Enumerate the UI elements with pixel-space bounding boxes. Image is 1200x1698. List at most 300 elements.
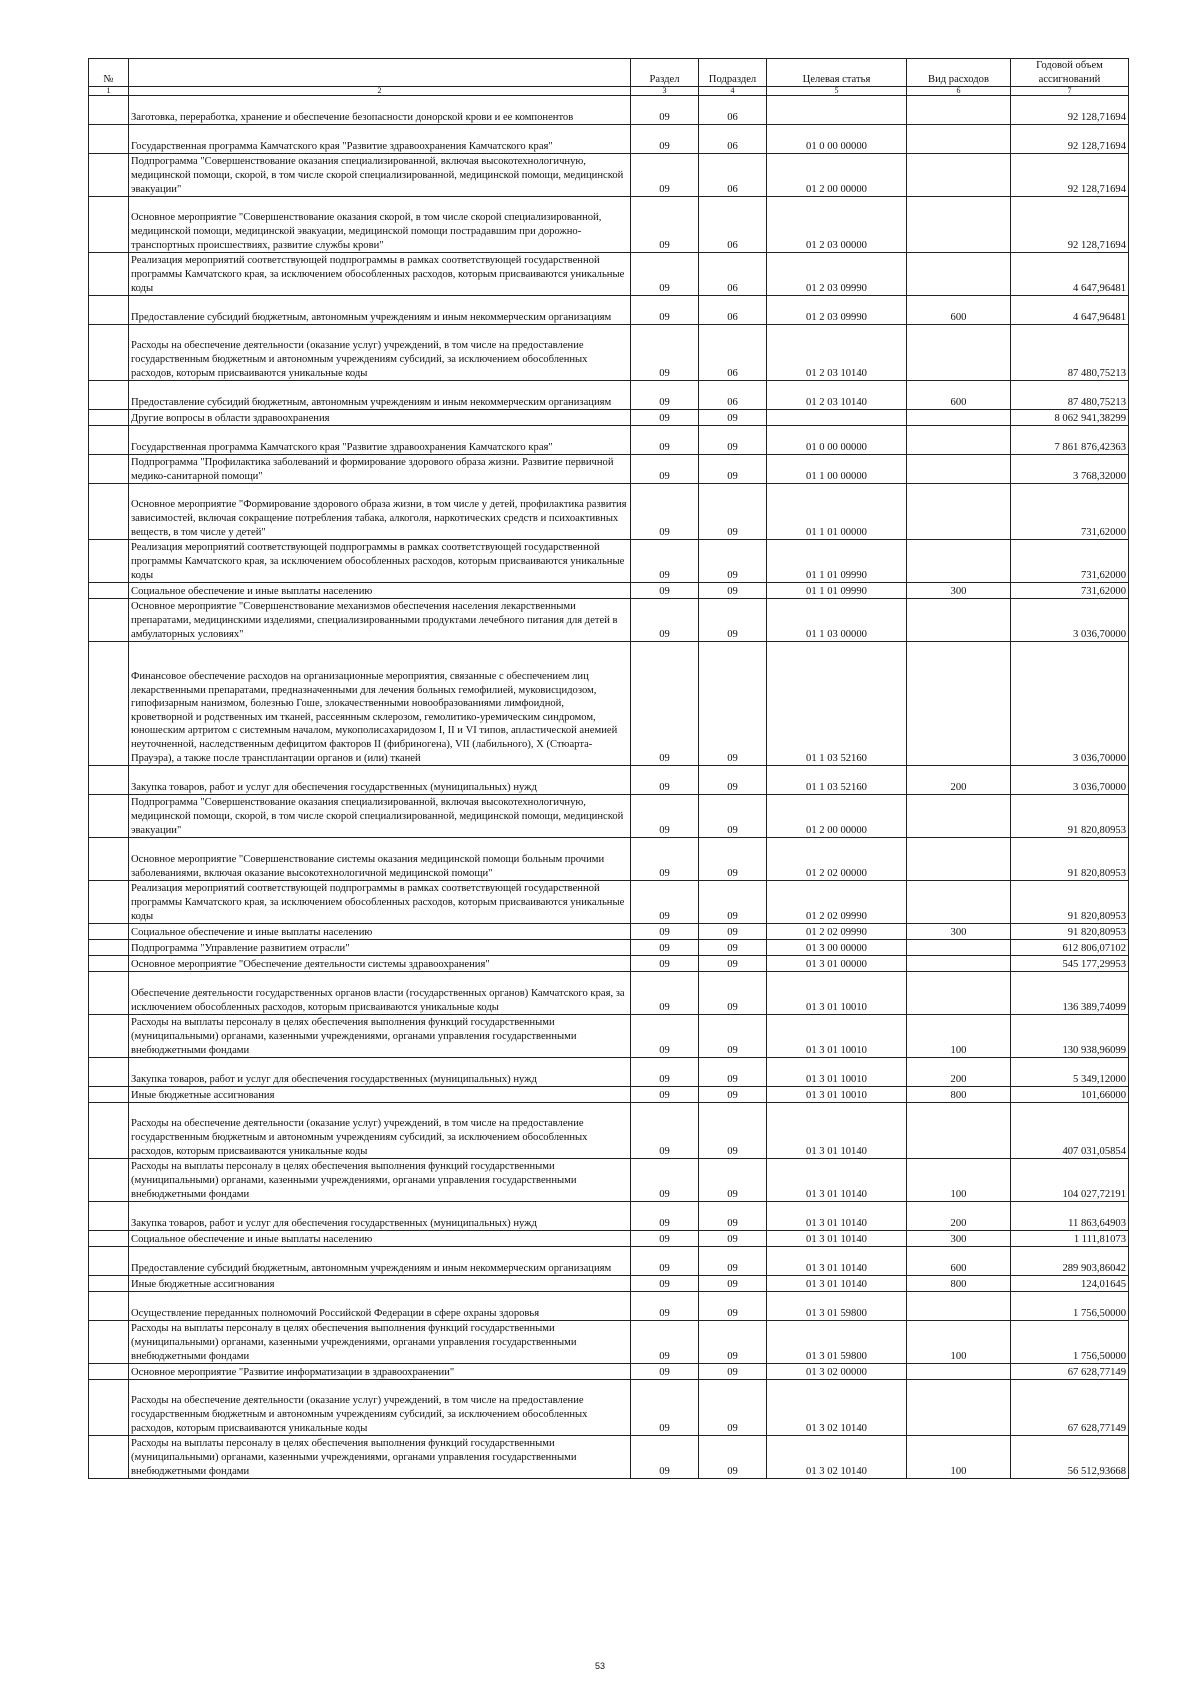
col-header-name [129, 59, 631, 87]
row-celevaya-cell: 01 2 03 10140 [767, 381, 907, 410]
row-vid-cell [907, 540, 1011, 583]
row-name-cell: Основное мероприятие "Совершенствование механизмов обеспечения населения лекарственными препаратами, медицинскими изделиями, специализированными продуктами лечебного питания для детей в амбулаторных условиях" [129, 599, 631, 642]
row-name-cell: Другие вопросы в области здравоохранения [129, 410, 631, 426]
table-row [89, 583, 1129, 599]
row-sum-cell: 91 820,80953 [1011, 924, 1129, 940]
column-number: 4 [699, 87, 767, 96]
row-razdel-cell: 09 [631, 1087, 699, 1103]
row-sum-cell: 130 938,96099 [1011, 1015, 1129, 1058]
row-razdel-cell: 09 [631, 540, 699, 583]
row-name-cell: Социальное обеспечение и иные выплаты населению [129, 583, 631, 599]
table-row [89, 1015, 1129, 1058]
row-sum-cell: 87 480,75213 [1011, 325, 1129, 381]
row-podrazdel-cell: 09 [699, 1436, 767, 1479]
table-row [89, 325, 1129, 381]
table-row [89, 410, 1129, 426]
row-number-cell [89, 599, 129, 642]
table-row [89, 540, 1129, 583]
row-vid-cell: 200 [907, 1058, 1011, 1087]
row-number-cell [89, 1276, 129, 1292]
row-celevaya-cell: 01 2 03 10140 [767, 325, 907, 381]
row-celevaya-cell: 01 3 02 10140 [767, 1436, 907, 1479]
row-name-cell: Заготовка, переработка, хранение и обеспечение безопасности донорской крови и ее компонентов [129, 96, 631, 125]
table-row [89, 972, 1129, 1015]
row-number-cell [89, 1202, 129, 1231]
table-row [89, 1087, 1129, 1103]
row-razdel-cell: 09 [631, 1276, 699, 1292]
row-podrazdel-cell: 09 [699, 838, 767, 881]
row-sum-cell: 91 820,80953 [1011, 881, 1129, 924]
row-podrazdel-cell: 09 [699, 972, 767, 1015]
table-row [89, 1292, 1129, 1321]
row-sum-cell: 92 128,71694 [1011, 154, 1129, 197]
row-podrazdel-cell: 09 [699, 924, 767, 940]
row-vid-cell [907, 325, 1011, 381]
row-sum-cell: 56 512,93668 [1011, 1436, 1129, 1479]
row-number-cell [89, 1058, 129, 1087]
row-name-cell: Расходы на обеспечение деятельности (оказание услуг) учреждений, в том числе на предоставление государственным бюджетным и автономным учреждениям субсидий, за исключением обособленных расходов, которым присваиваются уникальные коды [129, 1380, 631, 1436]
column-number: 2 [129, 87, 631, 96]
row-sum-cell: 101,66000 [1011, 1087, 1129, 1103]
row-name-cell: Подпрограмма "Управление развитием отрасли" [129, 940, 631, 956]
row-celevaya-cell: 01 0 00 00000 [767, 125, 907, 154]
row-razdel-cell: 09 [631, 1103, 699, 1159]
table-row [89, 956, 1129, 972]
row-name-cell: Основное мероприятие "Развитие информатизации в здравоохранении" [129, 1364, 631, 1380]
row-sum-cell: 4 647,96481 [1011, 253, 1129, 296]
row-razdel-cell: 09 [631, 154, 699, 197]
row-podrazdel-cell: 09 [699, 1103, 767, 1159]
row-razdel-cell: 09 [631, 296, 699, 325]
row-celevaya-cell: 01 0 00 00000 [767, 426, 907, 455]
row-number-cell [89, 940, 129, 956]
row-vid-cell [907, 455, 1011, 484]
row-celevaya-cell: 01 3 01 10140 [767, 1159, 907, 1202]
row-vid-cell: 800 [907, 1087, 1011, 1103]
row-name-cell: Реализация мероприятий соответствующей подпрограммы в рамках соответствующей государственной программы Камчатского края, за исключением обособленных расходов, которым присваиваются уникальные коды [129, 253, 631, 296]
row-vid-cell [907, 1292, 1011, 1321]
row-name-cell: Иные бюджетные ассигнования [129, 1276, 631, 1292]
col-header-vid: Вид расходов [907, 59, 1011, 87]
row-podrazdel-cell: 09 [699, 1087, 767, 1103]
row-number-cell [89, 125, 129, 154]
row-podrazdel-cell: 09 [699, 1058, 767, 1087]
row-vid-cell [907, 154, 1011, 197]
row-podrazdel-cell: 09 [699, 1247, 767, 1276]
table-row [89, 766, 1129, 795]
row-number-cell [89, 296, 129, 325]
row-number-cell [89, 1247, 129, 1276]
row-razdel-cell: 09 [631, 1436, 699, 1479]
row-sum-cell: 545 177,29953 [1011, 956, 1129, 972]
row-vid-cell [907, 940, 1011, 956]
row-sum-cell: 731,62000 [1011, 540, 1129, 583]
row-sum-cell: 407 031,05854 [1011, 1103, 1129, 1159]
row-podrazdel-cell: 09 [699, 1292, 767, 1321]
row-vid-cell [907, 125, 1011, 154]
table-row [89, 455, 1129, 484]
row-vid-cell: 100 [907, 1321, 1011, 1364]
row-podrazdel-cell: 06 [699, 125, 767, 154]
row-name-cell: Закупка товаров, работ и услуг для обеспечения государственных (муниципальных) нужд [129, 1202, 631, 1231]
row-name-cell: Государственная программа Камчатского края "Развитие здравоохранения Камчатского края" [129, 426, 631, 455]
table-row [89, 924, 1129, 940]
row-podrazdel-cell: 06 [699, 325, 767, 381]
row-celevaya-cell: 01 3 01 00000 [767, 956, 907, 972]
row-razdel-cell: 09 [631, 1292, 699, 1321]
row-number-cell [89, 1292, 129, 1321]
row-razdel-cell: 09 [631, 1321, 699, 1364]
row-number-cell [89, 325, 129, 381]
row-celevaya-cell: 01 3 01 59800 [767, 1321, 907, 1364]
row-celevaya-cell: 01 3 02 10140 [767, 1380, 907, 1436]
table-row [89, 125, 1129, 154]
row-celevaya-cell: 01 1 03 52160 [767, 766, 907, 795]
table-row [89, 154, 1129, 197]
row-name-cell: Предоставление субсидий бюджетным, автономным учреждениям и иным некоммерческим организациям [129, 1247, 631, 1276]
column-number: 6 [907, 87, 1011, 96]
row-number-cell [89, 540, 129, 583]
row-number-cell [89, 1015, 129, 1058]
row-vid-cell: 800 [907, 1276, 1011, 1292]
row-number-cell [89, 1087, 129, 1103]
row-sum-cell: 5 349,12000 [1011, 1058, 1129, 1087]
row-sum-cell: 104 027,72191 [1011, 1159, 1129, 1202]
row-podrazdel-cell: 06 [699, 197, 767, 253]
column-number-row [89, 87, 1129, 96]
row-sum-cell: 87 480,75213 [1011, 381, 1129, 410]
row-name-cell: Расходы на выплаты персоналу в целях обеспечения выполнения функций государственными (муниципальными) органами, казенными учреждениями, органами управления государственными внебюджетными фондами [129, 1321, 631, 1364]
row-sum-cell: 7 861 876,42363 [1011, 426, 1129, 455]
column-number: 3 [631, 87, 699, 96]
row-vid-cell [907, 253, 1011, 296]
row-number-cell [89, 484, 129, 540]
row-number-cell [89, 1231, 129, 1247]
row-sum-cell: 3 036,70000 [1011, 599, 1129, 642]
row-name-cell: Основное мероприятие "Обеспечение деятельности системы здравоохранения" [129, 956, 631, 972]
row-name-cell: Социальное обеспечение и иные выплаты населению [129, 1231, 631, 1247]
header-row [89, 59, 1129, 87]
row-razdel-cell: 09 [631, 325, 699, 381]
row-vid-cell [907, 1364, 1011, 1380]
row-podrazdel-cell: 09 [699, 410, 767, 426]
row-podrazdel-cell: 09 [699, 795, 767, 838]
row-number-cell [89, 838, 129, 881]
row-razdel-cell: 09 [631, 766, 699, 795]
table-row [89, 1103, 1129, 1159]
col-header-obem: Годовой объем ассигнований [1011, 59, 1129, 87]
column-number: 7 [1011, 87, 1129, 96]
row-celevaya-cell: 01 2 03 09990 [767, 253, 907, 296]
row-podrazdel-cell: 09 [699, 484, 767, 540]
row-sum-cell: 3 768,32000 [1011, 455, 1129, 484]
row-name-cell: Реализация мероприятий соответствующей подпрограммы в рамках соответствующей государственной программы Камчатского края, за исключением обособленных расходов, которым присваиваются уникальные коды [129, 540, 631, 583]
row-vid-cell [907, 1103, 1011, 1159]
row-vid-cell [907, 972, 1011, 1015]
table-row [89, 1364, 1129, 1380]
row-celevaya-cell: 01 3 00 00000 [767, 940, 907, 956]
row-sum-cell: 1 756,50000 [1011, 1321, 1129, 1364]
table-row [89, 1058, 1129, 1087]
row-number-cell [89, 1103, 129, 1159]
row-number-cell [89, 766, 129, 795]
row-sum-cell: 1 111,81073 [1011, 1231, 1129, 1247]
row-name-cell: Предоставление субсидий бюджетным, автономным учреждениям и иным некоммерческим организациям [129, 381, 631, 410]
table-row [89, 96, 1129, 125]
row-razdel-cell: 09 [631, 1364, 699, 1380]
row-celevaya-cell: 01 3 01 10140 [767, 1202, 907, 1231]
row-sum-cell: 1 756,50000 [1011, 1292, 1129, 1321]
row-number-cell [89, 642, 129, 766]
row-razdel-cell: 09 [631, 881, 699, 924]
row-sum-cell: 731,62000 [1011, 484, 1129, 540]
row-celevaya-cell: 01 3 01 10010 [767, 972, 907, 1015]
row-celevaya-cell: 01 2 02 09990 [767, 924, 907, 940]
row-vid-cell [907, 1380, 1011, 1436]
row-name-cell: Предоставление субсидий бюджетным, автономным учреждениям и иным некоммерческим организациям [129, 296, 631, 325]
table-row [89, 1321, 1129, 1364]
row-number-cell [89, 154, 129, 197]
table-row [89, 599, 1129, 642]
row-celevaya-cell: 01 3 02 00000 [767, 1364, 907, 1380]
row-number-cell [89, 410, 129, 426]
row-sum-cell: 91 820,80953 [1011, 795, 1129, 838]
table-row [89, 253, 1129, 296]
row-podrazdel-cell: 06 [699, 381, 767, 410]
table-row [89, 1247, 1129, 1276]
row-number-cell [89, 197, 129, 253]
table-row [89, 642, 1129, 766]
row-vid-cell: 600 [907, 296, 1011, 325]
row-sum-cell: 91 820,80953 [1011, 838, 1129, 881]
row-celevaya-cell: 01 3 01 59800 [767, 1292, 907, 1321]
row-sum-cell: 124,01645 [1011, 1276, 1129, 1292]
row-podrazdel-cell: 09 [699, 1015, 767, 1058]
row-number-cell [89, 1380, 129, 1436]
row-razdel-cell: 09 [631, 96, 699, 125]
table-row [89, 838, 1129, 881]
row-razdel-cell: 09 [631, 1015, 699, 1058]
col-header-podrazdel: Подраздел [699, 59, 767, 87]
row-name-cell: Закупка товаров, работ и услуг для обеспечения государственных (муниципальных) нужд [129, 1058, 631, 1087]
row-razdel-cell: 09 [631, 455, 699, 484]
row-podrazdel-cell: 09 [699, 583, 767, 599]
row-podrazdel-cell: 09 [699, 1364, 767, 1380]
row-razdel-cell: 09 [631, 1159, 699, 1202]
row-number-cell [89, 583, 129, 599]
table-row [89, 1159, 1129, 1202]
row-razdel-cell: 09 [631, 956, 699, 972]
row-sum-cell: 3 036,70000 [1011, 642, 1129, 766]
row-number-cell [89, 1436, 129, 1479]
row-number-cell [89, 1159, 129, 1202]
row-razdel-cell: 09 [631, 197, 699, 253]
row-sum-cell: 11 863,64903 [1011, 1202, 1129, 1231]
row-sum-cell: 136 389,74099 [1011, 972, 1129, 1015]
row-number-cell [89, 426, 129, 455]
table-row [89, 795, 1129, 838]
row-name-cell: Иные бюджетные ассигнования [129, 1087, 631, 1103]
column-number: 1 [89, 87, 129, 96]
row-celevaya-cell: 01 3 01 10010 [767, 1087, 907, 1103]
row-razdel-cell: 09 [631, 599, 699, 642]
row-vid-cell [907, 956, 1011, 972]
row-vid-cell: 600 [907, 381, 1011, 410]
row-vid-cell: 300 [907, 924, 1011, 940]
row-podrazdel-cell: 09 [699, 766, 767, 795]
col-header-celevaya: Целевая статья [767, 59, 907, 87]
row-vid-cell: 200 [907, 766, 1011, 795]
row-number-cell [89, 1321, 129, 1364]
row-vid-cell [907, 795, 1011, 838]
row-vid-cell: 100 [907, 1436, 1011, 1479]
row-sum-cell: 8 062 941,38299 [1011, 410, 1129, 426]
table-row [89, 1380, 1129, 1436]
row-razdel-cell: 09 [631, 583, 699, 599]
row-vid-cell [907, 599, 1011, 642]
table-row [89, 484, 1129, 540]
row-vid-cell [907, 96, 1011, 125]
row-celevaya-cell: 01 1 01 00000 [767, 484, 907, 540]
row-number-cell [89, 1364, 129, 1380]
table-row [89, 1276, 1129, 1292]
row-name-cell: Основное мероприятие "Формирование здорового образа жизни, в том числе у детей, профилактика развития зависимостей, включая сокращение потребления табака, алкоголя, наркотических средств и психоактивных веществ, в том числе у детей" [129, 484, 631, 540]
row-number-cell [89, 956, 129, 972]
row-podrazdel-cell: 09 [699, 455, 767, 484]
row-podrazdel-cell: 09 [699, 1380, 767, 1436]
table-row [89, 881, 1129, 924]
row-vid-cell [907, 484, 1011, 540]
row-podrazdel-cell: 09 [699, 642, 767, 766]
row-vid-cell: 300 [907, 583, 1011, 599]
row-sum-cell: 612 806,07102 [1011, 940, 1129, 956]
row-celevaya-cell: 01 2 02 00000 [767, 838, 907, 881]
row-name-cell: Расходы на выплаты персоналу в целях обеспечения выполнения функций государственными (муниципальными) органами, казенными учреждениями, органами управления государственными внебюджетными фондами [129, 1436, 631, 1479]
row-number-cell [89, 381, 129, 410]
page-number: 53 [594, 1661, 605, 1671]
row-number-cell [89, 455, 129, 484]
row-razdel-cell: 09 [631, 972, 699, 1015]
row-name-cell: Расходы на выплаты персоналу в целях обеспечения выполнения функций государственными (муниципальными) органами, казенными учреждениями, органами управления государственными внебюджетными фондами [129, 1015, 631, 1058]
table-row [89, 296, 1129, 325]
row-celevaya-cell: 01 2 03 00000 [767, 197, 907, 253]
row-podrazdel-cell: 09 [699, 540, 767, 583]
row-podrazdel-cell: 09 [699, 940, 767, 956]
row-celevaya-cell: 01 3 01 10140 [767, 1103, 907, 1159]
row-celevaya-cell: 01 1 03 52160 [767, 642, 907, 766]
row-vid-cell [907, 410, 1011, 426]
row-vid-cell [907, 426, 1011, 455]
row-podrazdel-cell: 06 [699, 96, 767, 125]
column-number: 5 [767, 87, 907, 96]
row-razdel-cell: 09 [631, 795, 699, 838]
row-razdel-cell: 09 [631, 1231, 699, 1247]
row-number-cell [89, 96, 129, 125]
row-sum-cell: 67 628,77149 [1011, 1364, 1129, 1380]
row-name-cell: Осуществление переданных полномочий Российской Федерации в сфере охраны здоровья [129, 1292, 631, 1321]
row-podrazdel-cell: 09 [699, 1202, 767, 1231]
table-body [89, 96, 1129, 1479]
row-celevaya-cell: 01 1 01 09990 [767, 540, 907, 583]
row-number-cell [89, 972, 129, 1015]
row-razdel-cell: 09 [631, 253, 699, 296]
row-razdel-cell: 09 [631, 1202, 699, 1231]
row-name-cell: Реализация мероприятий соответствующей подпрограммы в рамках соответствующей государственной программы Камчатского края, за исключением обособленных расходов, которым присваиваются уникальные коды [129, 881, 631, 924]
row-number-cell [89, 924, 129, 940]
row-podrazdel-cell: 09 [699, 956, 767, 972]
row-razdel-cell: 09 [631, 426, 699, 455]
row-celevaya-cell: 01 3 01 10140 [767, 1276, 907, 1292]
row-name-cell: Расходы на обеспечение деятельности (оказание услуг) учреждений, в том числе на предоставление государственным бюджетным и автономным учреждениям субсидий, за исключением обособленных расходов, которым присваиваются уникальные коды [129, 1103, 631, 1159]
row-vid-cell [907, 881, 1011, 924]
row-razdel-cell: 09 [631, 1058, 699, 1087]
row-celevaya-cell: 01 1 03 00000 [767, 599, 907, 642]
col-header-no: № [89, 59, 129, 87]
table-row [89, 940, 1129, 956]
row-razdel-cell: 09 [631, 924, 699, 940]
row-celevaya-cell: 01 1 01 09990 [767, 583, 907, 599]
table-row [89, 1436, 1129, 1479]
row-celevaya-cell: 01 3 01 10010 [767, 1058, 907, 1087]
row-sum-cell: 92 128,71694 [1011, 125, 1129, 154]
row-celevaya-cell [767, 96, 907, 125]
row-razdel-cell: 09 [631, 940, 699, 956]
row-podrazdel-cell: 06 [699, 154, 767, 197]
row-razdel-cell: 09 [631, 410, 699, 426]
row-vid-cell [907, 642, 1011, 766]
row-sum-cell: 67 628,77149 [1011, 1380, 1129, 1436]
row-name-cell: Расходы на выплаты персоналу в целях обеспечения выполнения функций государственными (муниципальными) органами, казенными учреждениями, органами управления государственными внебюджетными фондами [129, 1159, 631, 1202]
row-razdel-cell: 09 [631, 1247, 699, 1276]
row-podrazdel-cell: 09 [699, 599, 767, 642]
row-razdel-cell: 09 [631, 1380, 699, 1436]
row-name-cell: Подпрограмма "Совершенствование оказания специализированной, включая высокотехнологичную, медицинской помощи, скорой, в том числе скорой специализированной, медицинской помощи, медицинской эвакуации" [129, 154, 631, 197]
row-name-cell: Основное мероприятие "Совершенствование оказания скорой, в том числе скорой специализированной, медицинской помощи, медицинской эвакуации, медицинской помощи пострадавшим при дорожно-транспортных происшествиях, развитие службы крови" [129, 197, 631, 253]
row-celevaya-cell: 01 2 03 09990 [767, 296, 907, 325]
row-celevaya-cell: 01 2 00 00000 [767, 795, 907, 838]
row-podrazdel-cell: 09 [699, 1276, 767, 1292]
row-sum-cell: 731,62000 [1011, 583, 1129, 599]
table-row [89, 197, 1129, 253]
row-number-cell [89, 253, 129, 296]
row-razdel-cell: 09 [631, 381, 699, 410]
row-sum-cell: 92 128,71694 [1011, 197, 1129, 253]
row-vid-cell: 100 [907, 1015, 1011, 1058]
col-header-razdel: Раздел [631, 59, 699, 87]
row-number-cell [89, 881, 129, 924]
row-podrazdel-cell: 09 [699, 1321, 767, 1364]
row-sum-cell: 3 036,70000 [1011, 766, 1129, 795]
row-podrazdel-cell: 09 [699, 881, 767, 924]
row-vid-cell [907, 838, 1011, 881]
row-razdel-cell: 09 [631, 838, 699, 881]
table-row [89, 426, 1129, 455]
row-sum-cell: 92 128,71694 [1011, 96, 1129, 125]
row-vid-cell: 600 [907, 1247, 1011, 1276]
table-row [89, 1231, 1129, 1247]
row-celevaya-cell: 01 3 01 10010 [767, 1015, 907, 1058]
table-row [89, 1202, 1129, 1231]
row-podrazdel-cell: 09 [699, 1159, 767, 1202]
row-podrazdel-cell: 06 [699, 296, 767, 325]
row-name-cell: Финансовое обеспечение расходов на организационные мероприятия, связанные с обеспечением лиц лекарственными препаратами, предназначенными для лечения больных гемофилией, муковисцидозом, гипофизарным нанизмом, болезнью Гоше, злокачественными новообразованиями лимфоидной, кроветворной и родственных им тканей, рассеянным склерозом, гемолитико-уремическим синдромом, юношеским артритом с системным началом, мукополисахаридозом I, II и VI типов, апластической анемией неуточненной, наследственным дефицитом факторов II (фибриногена), VII (лабильного), X (Стюарта-Прауэра), а также после трансплантации органов и (или) тканей [129, 642, 631, 766]
row-vid-cell: 100 [907, 1159, 1011, 1202]
row-sum-cell: 4 647,96481 [1011, 296, 1129, 325]
row-celevaya-cell: 01 3 01 10140 [767, 1231, 907, 1247]
row-name-cell: Социальное обеспечение и иные выплаты населению [129, 924, 631, 940]
row-name-cell: Расходы на обеспечение деятельности (оказание услуг) учреждений, в том числе на предоставление государственным бюджетным и автономным учреждениям субсидий, за исключением обособленных расходов, которым присваиваются уникальные коды [129, 325, 631, 381]
row-name-cell: Подпрограмма "Профилактика заболеваний и формирование здорового образа жизни. Развитие первичной медико-санитарной помощи" [129, 455, 631, 484]
